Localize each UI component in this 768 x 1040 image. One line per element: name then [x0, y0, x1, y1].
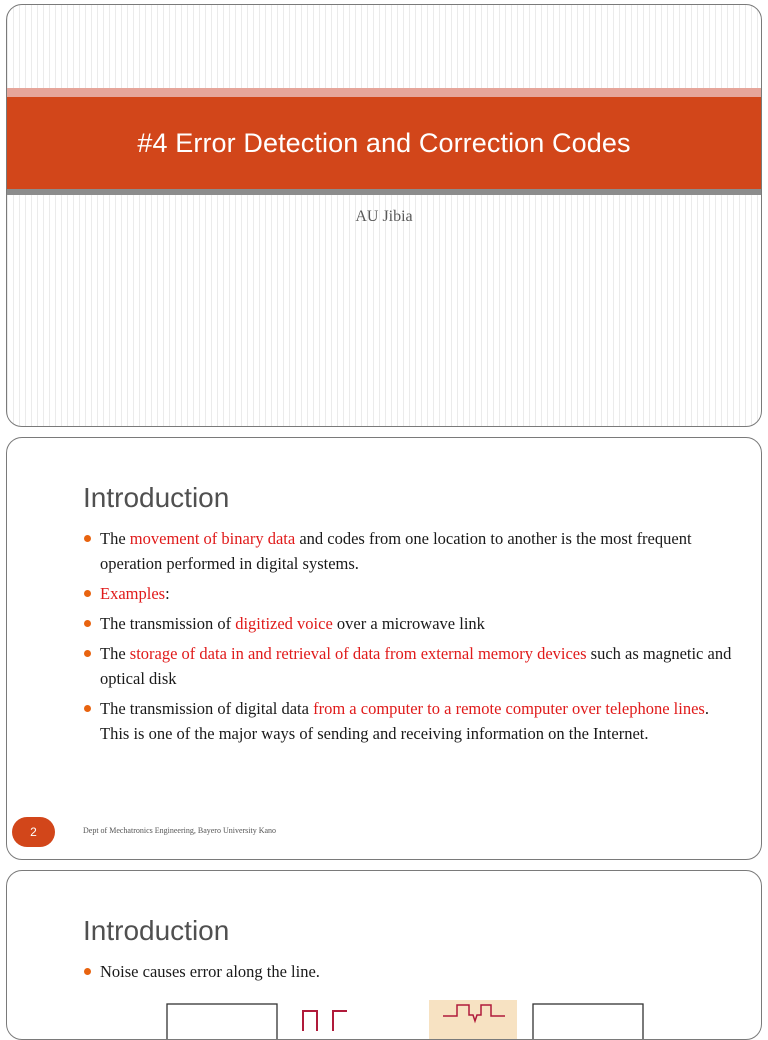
bullet-highlight: movement of binary data: [129, 529, 296, 548]
bullet-text: and codes from one location to another is the most frequent operation performed in digital systems.: [100, 529, 692, 573]
bullet-highlight: storage of data in and retrieval of data from external memory devices: [129, 644, 587, 663]
bullet-text: The transmission of: [100, 614, 236, 633]
bullet-list: [83, 526, 733, 751]
bullet-highlight: Examples: [100, 584, 166, 603]
bullet-icon: [84, 620, 91, 627]
slide-heading: Introduction: [83, 482, 230, 513]
bullet-item: [83, 959, 733, 984]
bullet-icon: [84, 705, 91, 712]
bullet-list: [83, 959, 733, 989]
noisy-signal-panel: [429, 1000, 517, 1039]
digital-signal: [303, 1011, 347, 1031]
introduction-slide: [6, 437, 762, 860]
bullet-icon: [84, 535, 91, 542]
bullet-item: [83, 641, 733, 691]
introduction-slide-2: [6, 870, 762, 1040]
bullet-text: over a microwave link: [332, 614, 485, 633]
title-stripe-bottom: [7, 189, 761, 195]
bullet-text: :: [165, 584, 170, 603]
bullet-text: The: [100, 529, 130, 548]
bullet-highlight: from a computer to a remote computer over telephone lines: [313, 699, 705, 718]
receiver-box: [533, 1004, 643, 1039]
bullet-icon: [84, 968, 91, 975]
bullet-text: The: [100, 644, 130, 663]
bullet-item: [83, 581, 733, 606]
bullet-item: [83, 696, 733, 746]
bullet-text: The transmission of digital data: [100, 699, 314, 718]
slide-footer: [7, 813, 761, 859]
slide-title: #4 Error Detection and Correction Codes: [137, 127, 631, 158]
author-name: AU Jibia: [355, 208, 413, 225]
slide-heading: Introduction: [83, 915, 230, 946]
title-band: [7, 97, 761, 189]
bullet-item: [83, 526, 733, 576]
sender-box: [167, 1004, 277, 1039]
bullet-text: . This is one of the major ways of sending and receiving information on the Internet.: [100, 699, 709, 743]
noise-diagram: [7, 999, 762, 1039]
bullet-text: such as magnetic and optical disk: [100, 644, 732, 688]
page-number-badge: 2: [12, 817, 55, 847]
bullet-icon: [84, 650, 91, 657]
bullet-icon: [84, 590, 91, 597]
bullet-highlight: digitized voice: [235, 614, 333, 633]
title-slide: [6, 4, 762, 427]
footer-text: Dept of Mechatronics Engineering, Bayero University Kano: [83, 826, 277, 835]
bullet-item: [83, 611, 733, 636]
title-stripe-top: [7, 88, 761, 97]
bullet-text: Noise causes error along the line.: [100, 962, 320, 981]
